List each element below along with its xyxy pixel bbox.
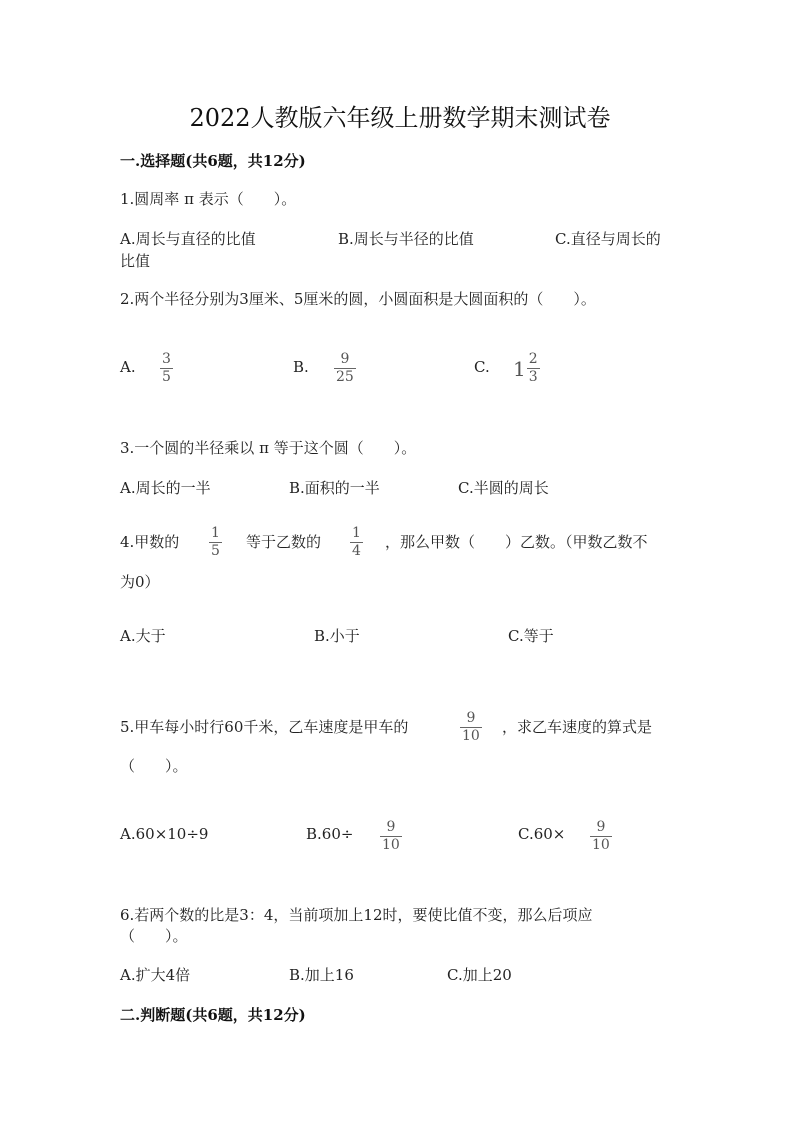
question-2-option-c-mixed-number (513, 352, 540, 385)
question-2-option-b-fraction (334, 352, 356, 385)
question-5-option-c-label: C.60× (518, 825, 566, 843)
question-3-option-b: B.面积的一半 (289, 479, 380, 497)
question-4-stem-part3: ，那么甲数（ ）乙数。（甲数乙数不 (385, 533, 648, 551)
mixed-fraction (527, 352, 540, 385)
question-2-option-c-label: C. (474, 358, 490, 376)
question-4-stem-part4: 为0） (120, 573, 160, 591)
fraction-numerator: 1 (352, 525, 361, 541)
mixed-whole: 1 (513, 356, 526, 381)
fraction-numerator: 9 (386, 819, 396, 835)
fraction-numerator: 1 (211, 525, 220, 541)
question-2-stem: 2.两个半径分别为3厘米、5厘米的圆，小圆面积是大圆面积的（ ）。 (120, 290, 596, 308)
question-4-fraction-1 (209, 526, 222, 559)
question-5-option-b-fraction (380, 820, 402, 853)
section-heading-judgement: 二.判断题(共6题，共12分) (120, 1006, 306, 1024)
fraction-denominator: 3 (528, 369, 538, 385)
question-3-stem: 3.一个圆的半径乘以 π 等于这个圆（ ）。 (120, 439, 417, 457)
question-5-option-c-fraction (590, 820, 612, 853)
question-4-option-c: C.等于 (508, 627, 554, 645)
question-3-option-c: C.半圆的周长 (458, 479, 549, 497)
question-5-option-a: A.60×10÷9 (120, 825, 209, 843)
fraction-numerator: 2 (528, 351, 538, 367)
fraction-denominator: 5 (162, 369, 171, 385)
question-5-stem-part1: 5.甲车每小时行60千米，乙车速度是甲车的 (120, 718, 409, 736)
question-1-option-b: B.周长与半径的比值 (338, 230, 474, 248)
question-4-stem-part2: 等于乙数的 (246, 533, 322, 551)
question-6-option-b: B.加上16 (289, 966, 354, 984)
fraction-denominator: 25 (336, 369, 354, 385)
question-2-option-a-label: A. (120, 358, 136, 376)
page-title: 2022人教版六年级上册数学期末测试卷 (189, 104, 611, 132)
fraction-numerator: 9 (340, 351, 350, 367)
question-1-option-a: A.周长与直径的比值 (120, 230, 256, 248)
fraction-numerator: 3 (162, 351, 171, 367)
question-5-fraction (460, 711, 482, 744)
question-1-option-c-continued: 比值 (120, 252, 151, 270)
question-5-stem-part2: ，求乙车速度的算式是 (502, 718, 653, 736)
question-5-option-b-label: B.60÷ (306, 825, 354, 843)
question-4-option-a: A.大于 (120, 627, 166, 645)
fraction-numerator: 9 (596, 819, 606, 835)
question-6-option-c: C.加上20 (447, 966, 512, 984)
fraction-denominator: 10 (592, 837, 610, 853)
question-4-stem-part1: 4.甲数的 (120, 533, 180, 551)
fraction-denominator: 4 (352, 543, 361, 559)
question-2-option-a-fraction (160, 352, 173, 385)
fraction-denominator: 10 (382, 837, 400, 853)
question-1-stem: 1.圆周率 π 表示（ ）。 (120, 190, 297, 208)
question-1-option-c: C.直径与周长的 (555, 230, 661, 248)
question-4-option-b: B.小于 (314, 627, 360, 645)
section-heading-choice: 一.选择题(共6题，共12分) (120, 152, 306, 170)
question-5-stem-part3: （ ）。 (120, 757, 188, 775)
fraction-denominator: 10 (462, 728, 480, 744)
question-2-option-b-label: B. (293, 358, 309, 376)
question-4-fraction-2 (350, 526, 363, 559)
question-6-stem: 6.若两个数的比是3：4，当前项加上12时，要使比值不变，那么后项应 (120, 906, 593, 924)
question-6-stem-continued: （ ）。 (120, 927, 188, 945)
question-3-option-a: A.周长的一半 (120, 479, 211, 497)
fraction-denominator: 5 (211, 543, 220, 559)
question-6-option-a: A.扩大4倍 (120, 966, 191, 984)
fraction-numerator: 9 (466, 710, 476, 726)
